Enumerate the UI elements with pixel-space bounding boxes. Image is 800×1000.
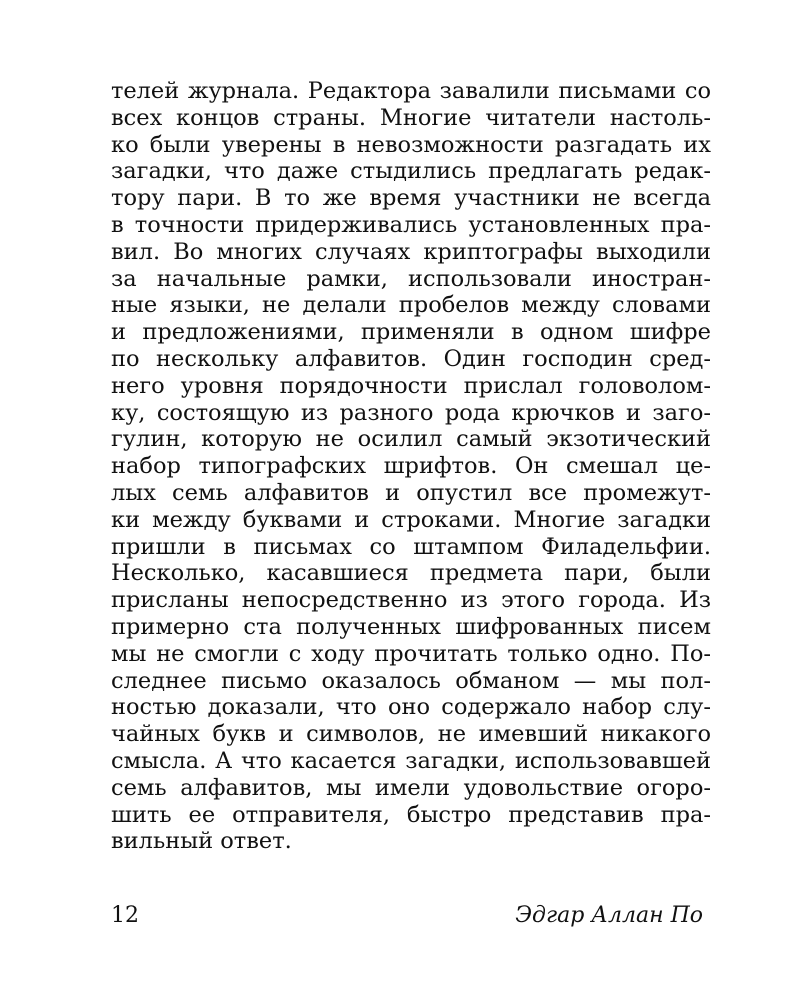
text-line: следнее письмо оказалось обманом — мы пол- — [111, 667, 711, 694]
running-head-author: Эдгар Аллан По — [515, 903, 703, 928]
text-line: всех концов страны. Многие читатели настоль- — [111, 104, 711, 131]
text-line: ки между буквами и строками. Многие загадки — [111, 506, 711, 533]
text-line: набор типографских шрифтов. Он смешал це- — [111, 453, 711, 480]
text-line: ко были уверены в невозможности разгадать их — [111, 131, 711, 158]
text-line: пришли в письмах со штампом Филадельфии. — [111, 533, 711, 560]
text-line: и предложениями, применяли в одном шифре — [111, 319, 711, 346]
body-text — [111, 78, 711, 855]
text-line: гулин, которую не осилил самый экзотический — [111, 426, 711, 453]
text-line: загадки, что даже стыдились предлагать редак- — [111, 158, 711, 185]
text-line: ные языки, не делали пробелов между словами — [111, 292, 711, 319]
text-line: него уровня порядочности прислал головолом- — [111, 372, 711, 399]
text-line: лых семь алфавитов и опустил все промежут- — [111, 479, 711, 506]
text-line: вил. Во многих случаях криптографы выходили — [111, 238, 711, 265]
text-line: смысла. А что касается загадки, использовавшей — [111, 747, 711, 774]
text-line: ностью доказали, что оно содержало набор слу- — [111, 694, 711, 721]
page-footer — [111, 902, 703, 930]
text-line: мы не смогли с ходу прочитать только одно. По- — [111, 640, 711, 667]
text-line: шить ее отправителя, быстро представив пра- — [111, 801, 711, 828]
text-line: тору пари. В то же время участники не всегда — [111, 185, 711, 212]
text-line: в точности придерживались установленных пра- — [111, 211, 711, 238]
text-line: чайных букв и символов, не имевший никакого — [111, 721, 711, 748]
text-line: телей журнала. Редактора завалили письмами со — [111, 78, 711, 104]
page-number: 12 — [111, 903, 139, 928]
text-line: за начальные рамки, использовали иностран- — [111, 265, 711, 292]
text-line: Несколько, касавшиеся предмета пари, были — [111, 560, 711, 587]
text-line: вильный ответ. — [111, 828, 292, 855]
text-line: по нескольку алфавитов. Один господин сред- — [111, 345, 711, 372]
text-line: присланы непосредственно из этого города. Из — [111, 587, 711, 614]
text-line: примерно ста полученных шифрованных писем — [111, 613, 711, 640]
text-line: семь алфавитов, мы имели удовольствие огоро- — [111, 774, 711, 801]
text-line: ку, состоящую из разного рода крючков и заго- — [111, 399, 711, 426]
